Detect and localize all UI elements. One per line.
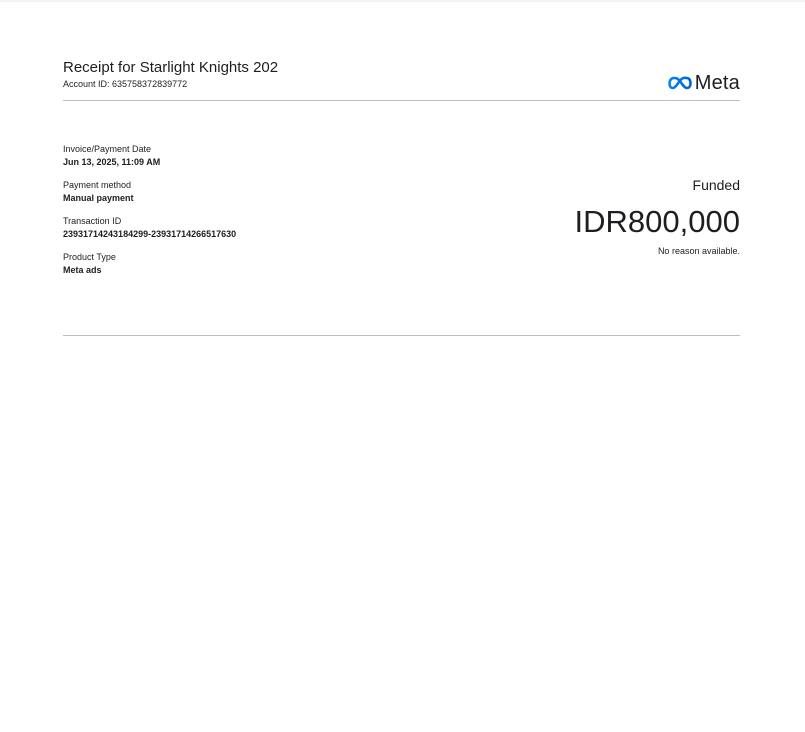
receipt-title: Receipt for Starlight Knights 202 xyxy=(63,59,279,76)
field-label: Transaction ID xyxy=(63,216,122,226)
meta-infinity-icon xyxy=(668,76,692,90)
payment-details xyxy=(63,144,383,288)
meta-logo xyxy=(668,72,740,94)
field-payment-method xyxy=(63,180,383,204)
field-invoice-date xyxy=(63,144,383,168)
field-label: Invoice/Payment Date xyxy=(63,144,152,154)
account-id: Account ID: 635758372839772 xyxy=(63,79,188,89)
field-product-type xyxy=(63,252,383,276)
field-value: Jun 13, 2025, 11:09 AM xyxy=(63,157,161,167)
field-value: Meta ads xyxy=(63,265,102,275)
meta-wordmark: Meta xyxy=(694,72,740,94)
receipt-header xyxy=(63,59,740,94)
payment-amount: IDR800,000 xyxy=(574,204,740,239)
field-value: 23931714243184299-23931714266517630 xyxy=(63,229,237,239)
payment-status: Funded xyxy=(692,177,740,193)
field-transaction-id xyxy=(63,216,383,240)
field-label: Payment method xyxy=(63,180,132,190)
field-value: Manual payment xyxy=(63,193,134,203)
footer-divider xyxy=(63,335,740,336)
field-label: Product Type xyxy=(63,252,116,262)
header-divider xyxy=(63,100,740,101)
payment-summary xyxy=(440,176,740,257)
status-note: No reason available. xyxy=(657,246,740,256)
page-top-edge xyxy=(0,0,805,2)
